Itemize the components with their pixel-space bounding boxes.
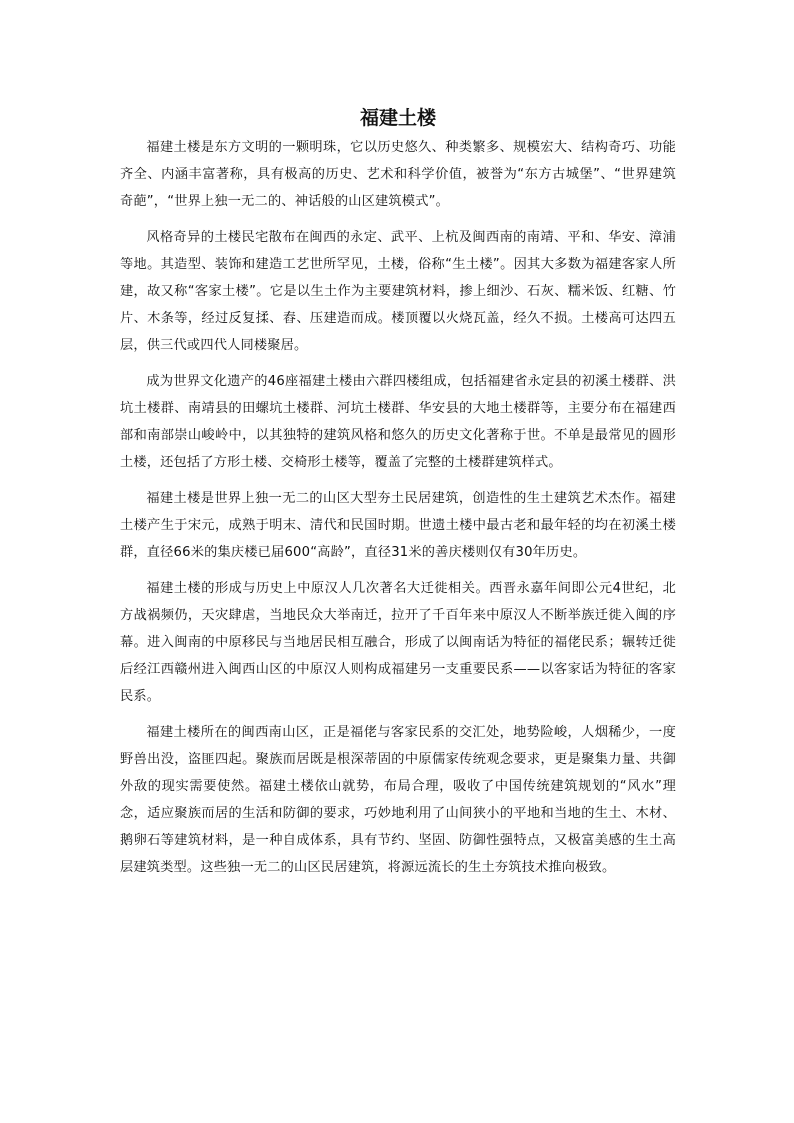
- document-content: [120, 104, 676, 890]
- paragraph-6: 福建土楼所在的闽西南山区，正是福佬与客家民系的交汇处，地势险峻，人烟稀少，一度野兽出没，盗匪四起。聚族而居既是根深蒂固的中原儒家传统观念要求，更是聚集力量、共御外敌的现实需要使然。福建土楼依山就势，布局合理，吸收了中国传统建筑规划的“风水”理念，适应聚族而居的生活和防御的要求，巧妙地利用了山间狭小的平地和当地的生土、木材、鹅卵石等建筑材料，是一种自成体系，具有节约、坚固、防御性强特点，又极富美感的生土高层建筑类型。这些独一无二的山区民居建筑，将源远流长的生土夯筑技术推向极致。: [120, 725, 676, 875]
- document-title: 福建土楼: [359, 107, 436, 129]
- paragraph-3: 成为世界文化遗产的46座福建土楼由六群四楼组成，包括福建省永定县的初溪土楼群、洪坑土楼群、南靖县的田螺坑土楼群、河坑土楼群、华安县的大地土楼群等，主要分布在福建西部和南部崇山峻岭中，以其独特的建筑风格和悠久的历史文化著称于世。不单是最常见的圆形土楼，还包括了方形土楼、交椅形土楼等，覆盖了完整的土楼群建筑样式。: [120, 374, 676, 470]
- paragraph-4: 福建土楼是世界上独一无二的山区大型夯土民居建筑，创造性的生土建筑艺术杰作。福建土楼产生于宋元，成熟于明末、清代和民国时期。世遗土楼中最古老和最年轻的均在初溪土楼群，直径66米的集庆楼已届600“高龄”，直径31米的善庆楼则仅有30年历史。: [120, 491, 676, 560]
- paragraph-2: 风格奇异的土楼民宅散布在闽西的永定、武平、上杭及闽西南的南靖、平和、华安、漳浦等地。其造型、装饰和建造工艺世所罕见，土楼，俗称“生土楼”。因其大多数为福建客家人所建，故又称“客家土楼”。它是以生土作为主要建筑材料，掺上细沙、石灰、糯米饭、红糖、竹片、木条等，经过反复揉、舂、压建造而成。楼顶覆以火烧瓦盖，经久不损。土楼高可达四五层，供三代或四代人同楼聚居。: [120, 230, 676, 353]
- paragraph-5: 福建土楼的形成与历史上中原汉人几次著名大迁徙相关。西晋永嘉年间即公元4世纪，北方战祸频仍，天灾肆虐，当地民众大举南迁，拉开了千百年来中原汉人不断举族迁徙入闽的序幕。进入闽南的中原移民与当地居民相互融合，形成了以闽南话为特征的福佬民系；辗转迁徙后经江西赣州进入闽西山区的中原汉人则构成福建另一支重要民系——以客家话为特征的客家民系。: [120, 581, 676, 704]
- paragraph-1: 福建土楼是东方文明的一颗明珠，它以历史悠久、种类繁多、规模宏大、结构奇巧、功能齐全、内涵丰富著称，具有极高的历史、艺术和科学价值，被誉为“东方古城堡”、“世界建筑奇葩”，“世界上独一无二的、神话般的山区建筑模式”。: [120, 140, 676, 209]
